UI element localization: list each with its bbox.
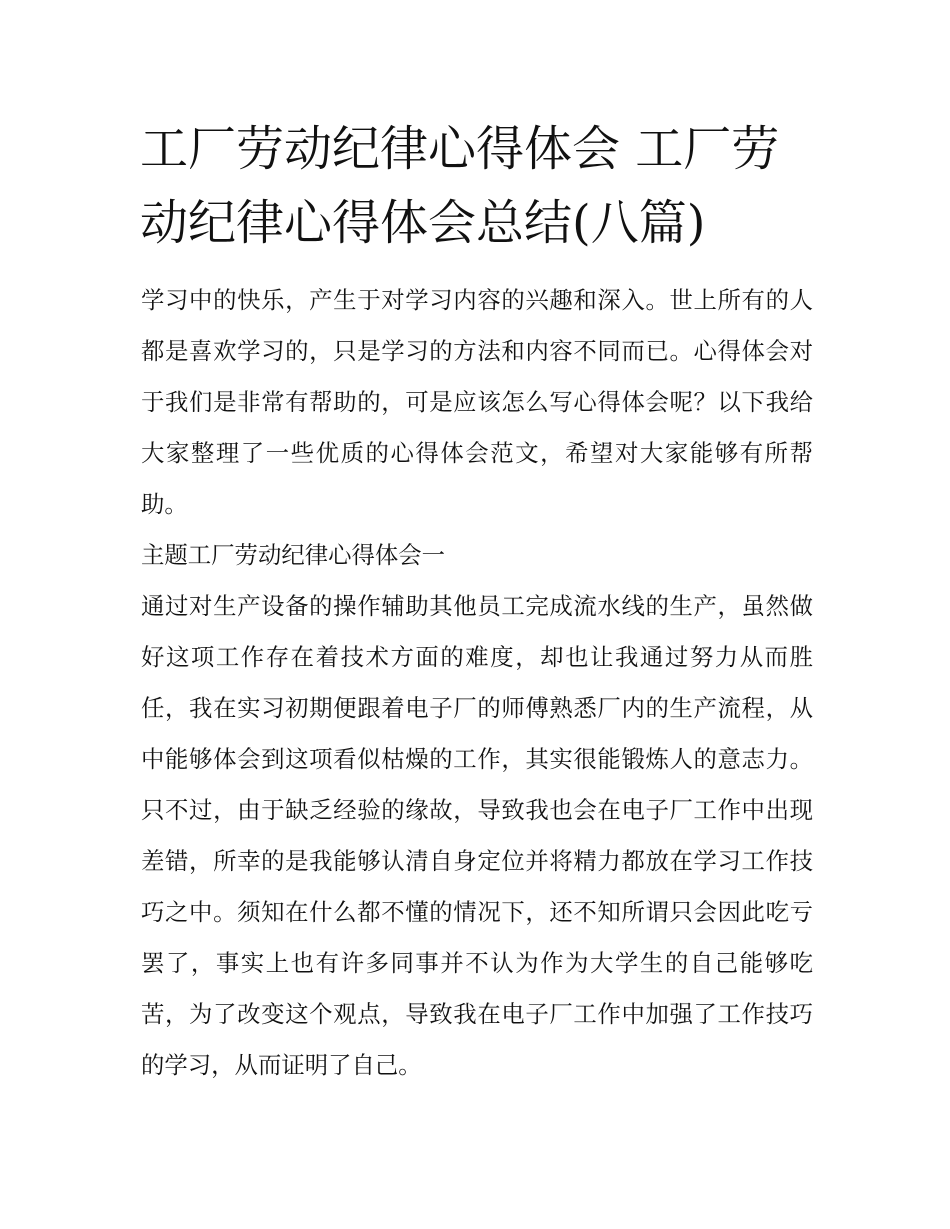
body-paragraph: 通过对生产设备的操作辅助其他员工完成流水线的生产，虽然做好这项工作存在着技术方面的难度，却也让我通过努力从而胜任，我在实习初期便跟着电子厂的师傅熟悉厂内的生产流程，从中能够体会到这项看似枯燥的工作，其实很能锻炼人的意志力。只不过，由于缺乏经验的缘故，导致我也会在电子厂工作中出现差错，所幸的是我能够认清自身定位并将精力都放在学习工作技巧之中。须知在什么都不懂的情况下，还不知所谓只会因此吃亏罢了，事实上也有许多同事并不认为作为大学生的自己能够吃苦，为了改变这个观点，导致我在电子厂工作中加强了工作技巧的学习，从而证明了自己。 xyxy=(141,592,813,1079)
document-title: 工厂劳动纪律心得体会 工厂劳动纪律心得体会总结(八篇) xyxy=(140,121,780,251)
intro-paragraph: 学习中的快乐，产生于对学习内容的兴趣和深入。世上所有的人都是喜欢学习的，只是学习的方法和内容不同而已。心得体会对于我们是非常有帮助的，可是应该怎么写心得体会呢？以下我给大家整理了一些优质的心得体会范文，希望对大家能够有所帮助。 xyxy=(141,286,813,518)
section-title: 主题工厂劳动纪律心得体会一 xyxy=(141,541,446,569)
